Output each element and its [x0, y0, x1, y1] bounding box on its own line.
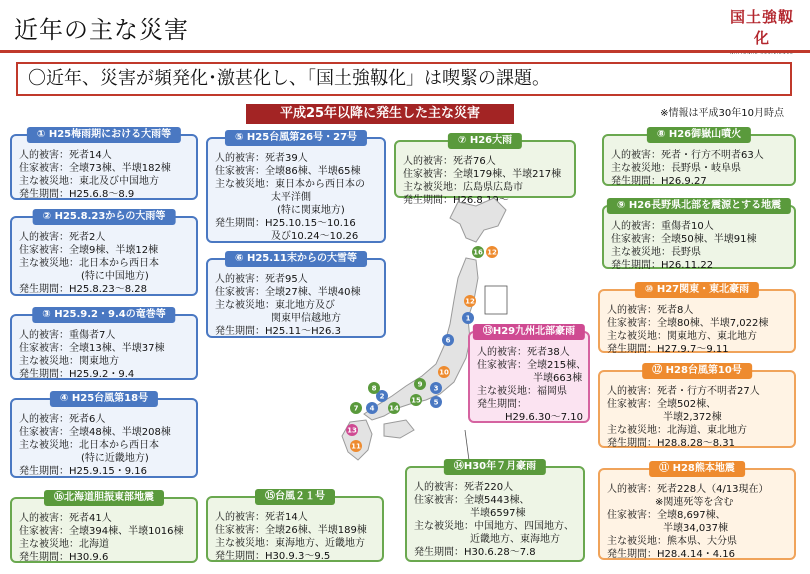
card-line: 主な被災地：広島県広島市: [403, 182, 523, 193]
pin-label: 2: [379, 392, 385, 401]
card-line: 人的被害：重傷者10人: [611, 221, 714, 232]
date-note: ※情報は平成30年10月時点: [660, 108, 784, 119]
pin-label: 5: [433, 398, 439, 407]
brand-logo: [724, 6, 800, 50]
card-line: 人的被害：死者220人: [414, 482, 514, 493]
card-line: 発生期間：H30.6.28～7.8: [414, 547, 536, 558]
card-title: ⑭H30年７月豪雨: [444, 459, 546, 475]
card-line: 半壊6597棟: [470, 508, 526, 519]
card-line: 半壊34,037棟: [663, 523, 728, 534]
card-line: (特に中国地方): [81, 271, 149, 282]
headline-box: 〇近年、災害が頻発化･激甚化し、「国土強靱化」は喫緊の課題。: [16, 62, 792, 96]
card-line: 人的被害：死者95人: [215, 274, 308, 285]
card-line: 住家被害：全壊86棟、半壊65棟: [215, 166, 361, 177]
card-line: 発生期間：H25.10.15～10.16: [215, 218, 356, 229]
card-line: 人的被害：死者14人: [19, 150, 112, 161]
pin-label: 9: [417, 380, 423, 389]
disaster-card-1: [10, 129, 198, 200]
card-line: 発生期間：H28.8.28～8.31: [607, 438, 735, 449]
card-line: ※関連死等を含む: [655, 497, 734, 508]
card-title: ⑨ H26長野県北部を震源とする地震: [607, 198, 791, 214]
card-title: ⑥ H25.11末からの大雪等: [225, 251, 367, 267]
pin-label: 1: [465, 314, 471, 323]
card-line: 住家被害：全壊8,697棟、: [607, 510, 726, 521]
disaster-card-12: [598, 365, 796, 449]
card-line: 住家被害：全壊50棟、半壊91棟: [611, 234, 757, 245]
card-line: 人的被害：死者76人: [403, 156, 496, 167]
card-line: 住家被害：全壊26棟、半壊189棟: [215, 525, 367, 536]
card-line: 主な被災地：北日本から西日本: [19, 440, 159, 451]
card-title: ⑧ H26御嶽山噴火: [647, 127, 751, 143]
card-line: 主な被災地：東北及び中国地方: [19, 176, 159, 187]
card-title: ① H25梅雨期における大雨等: [27, 127, 181, 143]
card-line: (特に関東地方): [277, 205, 345, 216]
card-line: 主な被災地：長野県・岐阜県: [611, 163, 741, 174]
card-line: 発生期間：: [477, 399, 527, 410]
card-line: 及び10.24～10.26: [271, 231, 359, 242]
card-line: 住家被害：全壊502棟、: [607, 399, 717, 410]
pin-label: 16: [473, 248, 483, 257]
card-title: ④ H25台風第18号: [50, 391, 158, 407]
pin-label: 13: [347, 426, 357, 435]
pin-label: 4: [369, 404, 375, 413]
disaster-card-13: [468, 326, 590, 423]
card-line: 人的被害：重傷者7人: [19, 330, 116, 341]
card-line: 主な被災地：中国地方、四国地方、: [414, 521, 574, 532]
pin-label: 15: [411, 396, 421, 405]
card-line: 主な被災地：東日本から西日本の: [215, 179, 365, 190]
card-line: 主な被災地：関東地方: [19, 356, 119, 367]
card-title: ⑬H29九州北部豪雨: [473, 324, 585, 340]
section-banner: 平成25年以降に発生した主な災害: [246, 104, 514, 124]
disaster-card-4: [10, 393, 198, 478]
card-line: 住家被害：全壊5443棟、: [414, 495, 530, 506]
card-line: 住家被害：全壊80棟、半壊7,022棟: [607, 318, 769, 329]
disaster-card-9: [602, 200, 796, 271]
card-line: 関東甲信越地方: [271, 313, 341, 324]
pin-label: 7: [353, 404, 359, 413]
card-title: ⑮台風２１号: [255, 489, 335, 505]
disaster-card-16: [10, 492, 198, 563]
card-line: 発生期間：H25.6.8～8.9: [19, 189, 135, 200]
card-line: 人的被害：死者228人（4/13現在）: [607, 484, 769, 495]
page-title: 近年の主な災害: [14, 16, 189, 44]
card-line: 発生期間：H30.9.6: [19, 552, 109, 563]
card-line: 半壊663棟: [533, 373, 583, 384]
disaster-card-14: [405, 461, 585, 562]
pin-label: 12: [465, 297, 475, 306]
card-title: ② H25.8.23からの大雨等: [33, 209, 176, 225]
card-line: 住家被害：全壊27棟、半壊40棟: [215, 287, 361, 298]
pin-label: 3: [433, 384, 439, 393]
card-line: 住家被害：全壊13棟、半壊37棟: [19, 343, 165, 354]
card-line: 人的被害：死者38人: [477, 347, 570, 358]
card-line: 住家被害：全壊215棟、: [477, 360, 587, 371]
card-line: 発生期間：H25.9.15・9.16: [19, 466, 147, 477]
pin-label: 6: [445, 336, 451, 345]
disaster-card-15: [206, 491, 384, 562]
card-title: ⑪ H28熊本地震: [649, 461, 745, 477]
card-line: (特に近畿地方): [81, 453, 149, 464]
card-line: 住家被害：全壊394棟、半壊1016棟: [19, 526, 184, 537]
card-line: 太平洋側: [271, 192, 311, 203]
card-line: 近畿地方、東海地方: [470, 534, 560, 545]
card-line: 発生期間：H26.9.27: [611, 176, 707, 187]
card-line: 発生期間：H25.11～H26.3: [215, 326, 341, 337]
card-line: 人的被害：死者14人: [215, 512, 308, 523]
pin-label: 10: [439, 368, 449, 377]
card-line: 人的被害：死者39人: [215, 153, 308, 164]
card-line: 主な被災地：東海地方、近畿地方: [215, 538, 365, 549]
card-title: ③ H25.9.2・9.4の竜巻等: [32, 307, 175, 323]
card-line: 発生期間：H25.8.23～8.28: [19, 284, 147, 295]
card-title: ⑤ H25台風第26号・27号: [225, 130, 367, 146]
disaster-card-10: [598, 284, 796, 355]
card-line: 住家被害：全壊9棟、半壊12棟: [19, 245, 159, 256]
card-line: 発生期間：H25.9.2・9.4: [19, 369, 135, 380]
inset-frame: [485, 286, 507, 314]
card-line: 発生期間：H26.11.22: [611, 260, 714, 271]
disaster-card-2: [10, 211, 198, 296]
card-line: 主な被災地：東北地方及び: [215, 300, 335, 311]
card-line: 発生期間：H27.9.7～9.11: [607, 344, 729, 355]
card-title: ⑯北海道胆振東部地震: [44, 490, 164, 506]
pin-label: 11: [351, 442, 361, 451]
card-line: 主な被災地：北海道: [19, 539, 109, 550]
brand-name: 国土強靱化: [729, 8, 794, 47]
card-line: 人的被害：死者・行方不明者27人: [607, 386, 760, 397]
card-line: 発生期間：H26.8.19～: [403, 195, 509, 206]
card-line: 主な被災地：関東地方、東北地方: [607, 331, 757, 342]
pin-label: 14: [389, 404, 399, 413]
card-line: H29.6.30～7.10: [505, 412, 583, 423]
card-title: ⑫ H28台風第10号: [642, 363, 752, 379]
card-line: 住家被害：全壊179棟、半壊217棟: [403, 169, 562, 180]
pin-label: 8: [371, 384, 377, 393]
card-line: 人的被害：死者41人: [19, 513, 112, 524]
card-line: 主な被災地：北日本から西日本: [19, 258, 159, 269]
disaster-card-11: [598, 463, 796, 560]
disaster-card-3: [10, 309, 198, 380]
card-line: 主な被災地：長野県: [611, 247, 701, 258]
card-line: 発生期間：H30.9.3～9.5: [215, 551, 331, 562]
header-divider: [0, 50, 810, 53]
card-line: 発生期間：H28.4.14・4.16: [607, 549, 735, 560]
card-line: 人的被害：死者2人: [19, 232, 106, 243]
card-line: 主な被災地：北海道、東北地方: [607, 425, 747, 436]
card-line: 人的被害：死者・行方不明者63人: [611, 150, 764, 161]
card-line: 人的被害：死者6人: [19, 414, 106, 425]
card-line: 主な被災地：熊本県、大分県: [607, 536, 737, 547]
card-line: 住家被害：全壊48棟、半壊208棟: [19, 427, 171, 438]
disaster-card-8: [602, 129, 796, 187]
card-title: ⑩ H27関東・東北豪雨: [635, 282, 759, 298]
card-line: 住家被害：全壊73棟、半壊182棟: [19, 163, 171, 174]
card-line: 半壊2,372棟: [663, 412, 722, 423]
pin-label: 12: [487, 248, 497, 257]
card-line: 人的被害：死者8人: [607, 305, 694, 316]
card-line: 主な被災地：福岡県: [477, 386, 567, 397]
card-title: ⑦ H26大雨: [448, 133, 522, 149]
